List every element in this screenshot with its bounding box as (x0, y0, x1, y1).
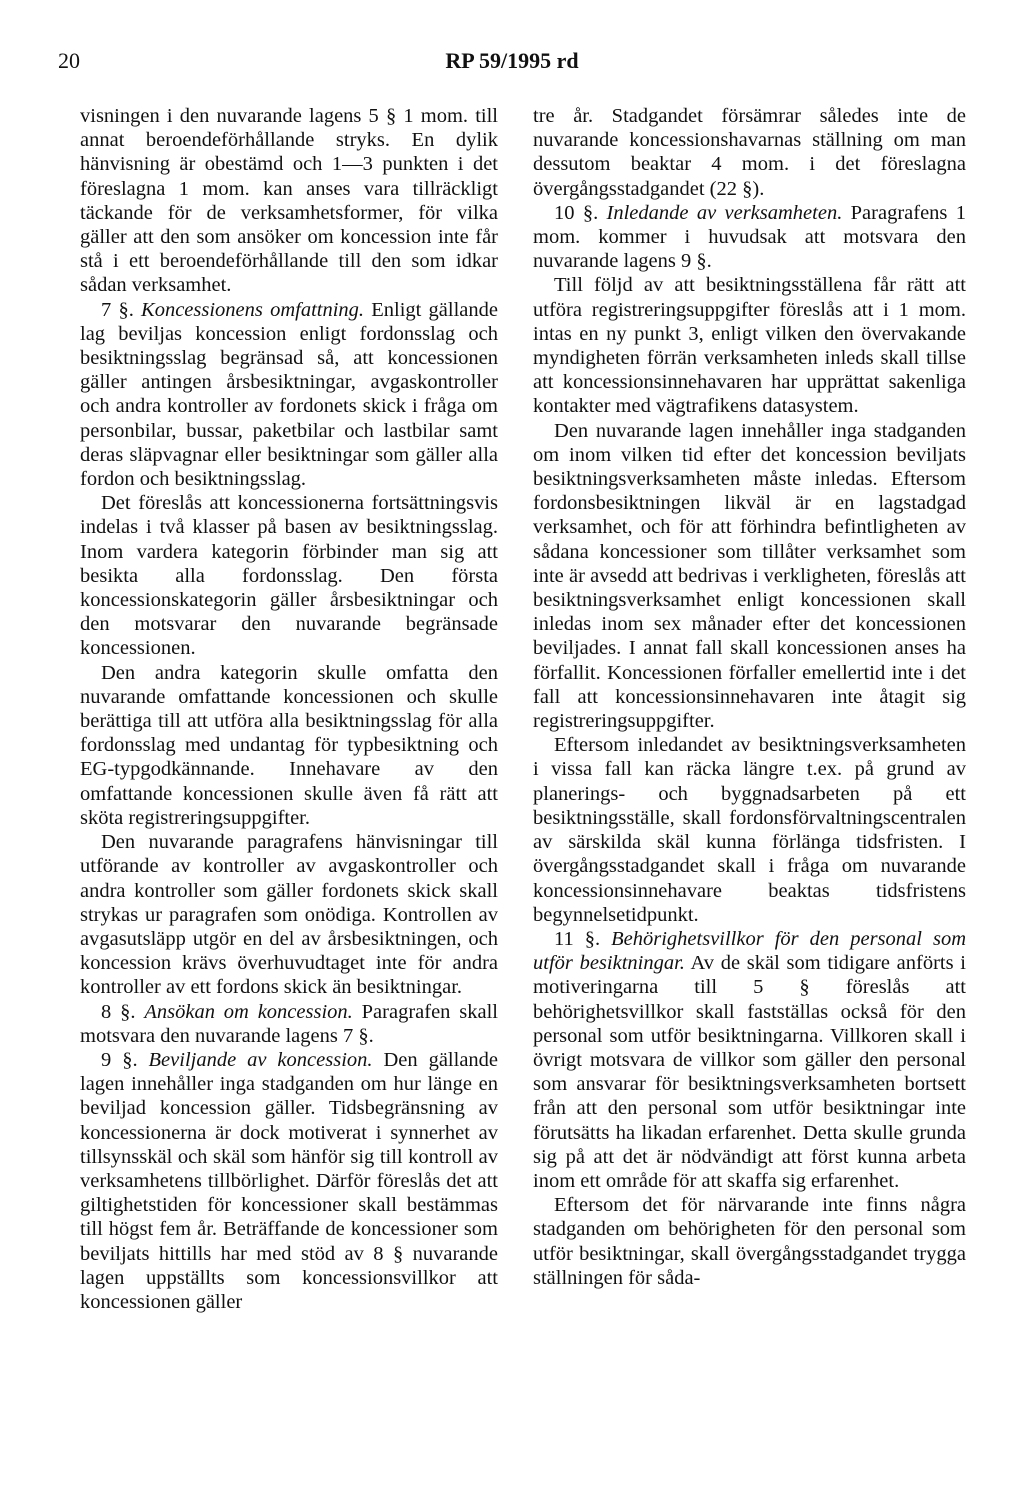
left-column (80, 104, 498, 1314)
section-number: 9 §. (101, 1048, 138, 1071)
section-number: 10 §. (554, 201, 599, 224)
section-heading: Koncessionens omfattning. (141, 298, 365, 321)
section-heading: Ansökan om koncession. (144, 1000, 353, 1023)
section-heading: Inledande av verksamheten. (606, 201, 843, 224)
paragraph: tre år. Stadgandet försämrar således inte de nuvarande koncessionshavarnas ställning om man dessutom beaktar 4 mom. i det föreslagna övergångsstadgandet (22 §). (533, 105, 966, 200)
section-number: 8 §. (101, 1000, 136, 1023)
running-title: RP 59/1995 rd (445, 48, 579, 73)
page-number: 20 (58, 48, 80, 73)
section-paragraph: 10 §. Inledande av verksamheten. Paragrafens 1 mom. kommer i huvudsak att motsvara den nuvarande lagens 9 §. (533, 201, 966, 273)
paragraph: Eftersom det för närvarande inte finns några stadganden om behörigheten för den personal som utför besiktningar, skall övergångsstadgandet trygga ställningen för såda- (533, 1194, 966, 1289)
section-heading: Behörighetsvillkor för den personal som utför besiktningar. (533, 927, 966, 975)
paragraph: Eftersom inledandet av besiktningsverksamheten i vissa fall kan räcka längre t.ex. på grund av planerings- och byggnadsarbeten på ett besiktningsställe, skall fordonsförvaltningscentralen av särskilda skäl kunna förlänga tidsfristen. I övergångsstadgandet skall i fråga om nuvarande koncessionsinnehavare beaktas tidsfristens begynnelsetidpunkt. (533, 734, 966, 926)
section-number: 7 §. (101, 298, 134, 321)
section-heading: Beviljande av koncession. (148, 1048, 373, 1071)
paragraph: Till följd av att besiktningsställena får rätt att utföra registreringsuppgifter föreslås att i 1 mom. intas en ny punkt 3, enligt vilken den övervakande myndigheten förrän verksamheten inleds skall tillse att koncessionsinnehavaren har upprättat sakenliga kontakter med vägtrafikens datasystem. (533, 274, 966, 418)
page-header (58, 48, 966, 80)
section-paragraph: 8 §. Ansökan om koncession. Paragrafen skall motsvara den nuvarande lagens 7 §. (80, 1000, 499, 1047)
paragraph: Den nuvarande paragrafens hänvisningar till utförande av kontroller av avgaskontroller och andra kontroller som gäller fordonets skick skall strykas ur paragrafen som onödiga. Kontrollen av avgasutsläpp utgör en del av årsbesiktningen, och koncession krävs överhuvudtaget inte för andra kontroller av ett fordons skick än besiktningar. (80, 831, 498, 999)
paragraph: visningen i den nuvarande lagens 5 § 1 mom. till annat beroendeförhållande stryks. En dylik hänvisning är obestämd och 1—3 punkten i det föreslagna 1 mom. kan anses vara tillräckligt täckande för de verksamhetsformer, för vilka gäller att den som ansöker om koncession inte får stå i ett beroendeförhållande till den som idkar sådan verksamhet. (80, 105, 498, 297)
section-paragraph: 7 §. Koncessionens omfattning. Enligt gällande lag beviljas koncession enligt fordonsslag och besiktningsslag begränsad så, att koncessionen gäller antingen årsbesiktningar, avgaskontroller och andra kontroller av fordonets skick i fråga om personbilar, bussar, paketbilar och lastbilar samt deras släpvagnar eller besiktningar som gäller alla fordon och besiktningsslag. (80, 298, 498, 491)
section-paragraph: 9 §. Beviljande av koncession. Den gällande lagen innehåller inga stadganden om hur länge en beviljad koncession gäller. Tidsbegränsning av koncessionerna är dock motiverat i synnerhet av tillsynsskäl och skäl som hänför sig till kontroll av verksamhetens tillbörlighet. Därför föreslås det att giltighetstiden för koncessioner skall bestämmas till högst fem år. Beträffande de koncessioner som beviljats hittills har med stöd av 8 § nuvarande lagen uppställts som koncessionsvillkor att koncessionen gäller (80, 1048, 499, 1313)
section-paragraph: 11 §. Behörighetsvillkor för den personal som utför besiktningar. Av de skäl som tidigare anförts i motiveringarna till 5 § föreslås att behörighetsvillkor skall fastställas också för den personal som utför besiktningarna. Villkoren skall i övrigt motsvara de villkor som gäller den personal som ansvarar för besiktningsverksamheten bortsett från att den personal som utför besiktningar inte förutsätts ha likadan erfarenhet. Detta skulle grunda sig på att det är nödvändigt att först kunna arbeta inom ett område för att skaffa sig erfarenhet. (533, 927, 967, 1192)
paragraph: Det föreslås att koncessionerna fortsättningsvis indelas i två klasser på basen av besiktningsslag. Inom vardera kategorin förbinder man sig att besikta alla fordonsslag. Den första koncessionskategorin gäller årsbesiktningar och den motsvarar den nuvarande begränsade koncessionen. (80, 492, 498, 660)
section-number: 11 §. (554, 927, 601, 950)
paragraph: Den andra kategorin skulle omfatta den nuvarande omfattande koncessionen och skulle berättiga till att utföra alla besiktningsslag för alla fordonsslag med undantag för typbesiktning och EG-typgodkännande. Innehavare av den omfattande koncessionen skulle även få rätt att sköta registreringsuppgifter. (80, 661, 498, 829)
right-column (533, 104, 966, 1290)
paragraph: Den nuvarande lagen innehåller inga stadganden om inom vilken tid efter det koncession beviljats besiktningsverksamheten måste inledas. Eftersom fordonsbesiktningen likväl är en lagstadgad verksamhet, och för att förhindra befintligheten av sådana koncessioner som tillåter verksamhet som inte är avsedd att bedrivas i verkligheten, föreslås att besiktningsverksamhet enligt koncessionen skall inledas inom sex månader efter det koncessionen beviljades. I annat fall skall koncessionen anses ha förfallit. Koncessionen förfaller emellertid inte i det fall att koncessionsinnehavaren inte åtagit sig registreringsuppgifter. (533, 419, 966, 733)
